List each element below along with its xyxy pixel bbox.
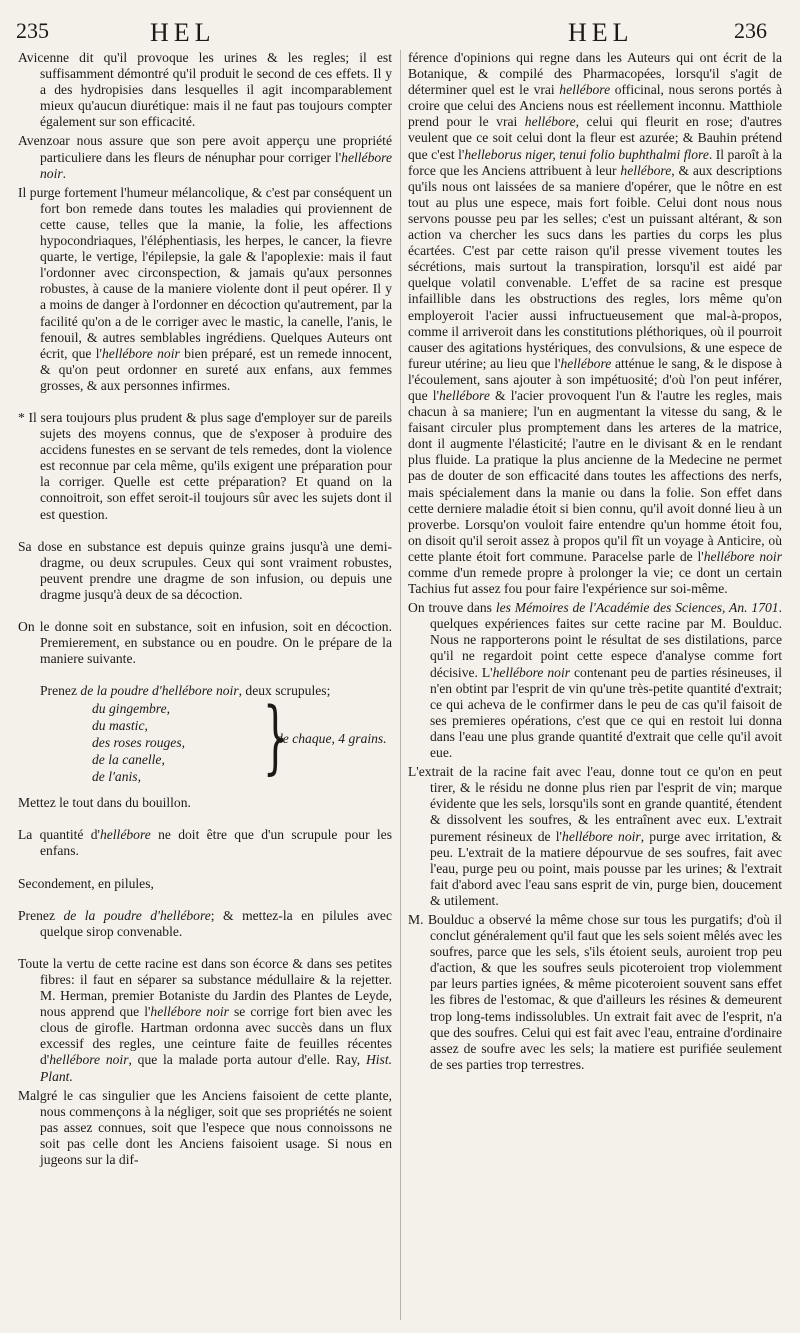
paragraph: L'extrait de la racine fait avec l'eau, donne tout ce qu'on en peut tirer, & le résidu ne donne plus rien par l'esprit de vin; marque évidente que les sels, lorsqu'ils sont en grande quantité, étendent & dissolvent les soufres, & les entraînent avec eux. L'extrait purement résineux de l'hellébore noir, purge avec irritation, & peu. L'extrait de la matiere dépourvue de ses soufres, fait avec l'eau, purge peu ou point, mais pousse par les urines; & l'extrait fait d'abord avec l'eau sans esprit de vin, purge bien, doucement & utilement.	[408, 764, 782, 908]
paragraph: Mettez le tout dans du bouillon.	[18, 795, 191, 811]
paragraph: On le donne soit en substance, soit en infusion, soit en décoction. Premierement, en substance ou en poudre. On le prépare de la maniere suivante.	[18, 619, 392, 667]
recipe-quantity: de chaque, 4 grains.	[276, 731, 387, 747]
paragraph: Secondement, en pilules,	[18, 875, 154, 891]
paragraph: On trouve dans les Mémoires de l'Académie des Sciences, An. 1701. quelques expériences faites sur cette racine par M. Boulduc. Nous ne rapporterons point le résultat de ses distilations, parce qu'il ne regardoit point cette espece d'analyse comme fort décisive. L'hellébore noir contenant peu de parties résineuses, il n'en obtint par l'esprit de vin qu'une très-petite quantité d'extrait; ce qui acheva de le confirmer dans le peu de cas qu'il faisoit de ses premieres opérations, c'est que ce qui en restoit lui donna dans l'eau une plus grande quantité d'extrait que celle qu'il avoit eue.	[408, 600, 782, 761]
paragraph: M. Boulduc a observé la même chose sur tous les purgatifs; d'où il conclut généralement qu'il faut que les sels soient mêlés avec les soufres, parce que les sels, s'ils étoient seuls, auroient trop peu d'action, & que les soufres seuls picoteroient trop violemment par leurs parties ignées, & même picoteroient souvent sans effet les fibres de l'estomac, & que d'ailleurs les résines & demeurent trop long-tems indissolubles. Un extrait fait avec de l'esprit, n'a que des soufres. Celui qui est fait avec l'eau, entraine d'ordinaire assez de soufre avec les sels; la matiere est purifiée seulement de ses parties trop terrestres.	[408, 911, 782, 1072]
right-column	[408, 50, 782, 1320]
paragraph: Avenzoar nous assure que son pere avoit apperçu une propriété particuliere dans les fleurs de nénuphar pour corriger l'hellébore noir.	[18, 133, 392, 181]
brace-icon: }	[262, 690, 289, 784]
paragraph: Prenez de la poudre d'hellébore; & mettez-la en pilules avec quelque sirop convenable.	[18, 907, 392, 939]
ingredient: de l'anis,	[92, 769, 141, 785]
right-page-number: 236	[734, 18, 767, 43]
recipe-first-line: Prenez de la poudre d'hellébore noir, deux scrupules;	[40, 683, 331, 699]
ingredient: du gingembre,	[92, 701, 171, 717]
page-header	[0, 18, 800, 46]
right-running-head: HEL	[568, 18, 634, 47]
paragraph: Toute la vertu de cette racine est dans son écorce & dans ses petites fibres: il faut en séparer sa substance médullaire & la rejetter. M. Herman, premier Botaniste du Jardin des Plantes de Leyde, nous apprend que l'hellébore noir se corrige fort bien avec les clous de girofle. Hartman ordonna avec succès dans un flux excessif des regles, une ceinture faite de feuilles récentes d'hellébore noir, que la malade porta autour d'elle. Ray, Hist. Plant.	[18, 955, 392, 1084]
ingredient: du mastic,	[92, 718, 148, 734]
paragraph: férence d'opinions qui regne dans les Auteurs qui ont écrit de la Botanique, & compilé des Pharmacopées, lorsqu'il s'agit de déterminer quel est le vrai hellébore officinal, nous serons portés à croire que celui des Anciens nous est réellement inconnu. Matthiole prend pour le vrai hellébore, celui qui fleurit en rose; d'autres veulent que ce soit celui dont la fleur est azurée; & Bauhin prétend que c'est l'helleborus niger, tenui folio buphthalmi flore. Il paroît à la force que les Anciens attribuent à leur hellébore, & aux descriptions qu'ils nous ont laissées de sa maniere d'opérer, que le nôtre en est tout au plus une espece, mais fort foible. Celui dont nous nous servons pousse peu par les selles; c'est un puissant altérant, & son action va chercher les sucs dans les parties du corps les plus écartées. C'est par cette raison qu'il presse vivement toutes les sécrétions, mais surtout la transpiration, lorsqu'il est aidé par quelque volatil convenable. L'effet de sa racine est presque infaillible dans les obstructions des regles, lors même qu'on employeroit l'acier aussi infructueusement que mal-à-propos, comme il arriveroit dans les constitutions pléthoriques, où il pourroit causer des agitations hystériques, des convulsions, & une espece de fureur utérine; au lieu que l'hellébore atténue le sang, & le dispose à l'écoulement, sans ajouter à son impétuosité; d'où l'on peut inférer, que l'hellébore & l'acier provoquent l'un & l'autre les regles, mais chacun à sa maniere; l'un en augmentant la vitesse du sang, & le faisant circuler plus promptement dans les arteres de la matrice, dont il augmente l'élasticité; l'autre en le divisant & en le rendant plus fluide. La pratique la plus ancienne de la Medecine ne permet pas de douter de son efficacité dans toutes les affections des nerfs, mais spécialement dans la manie ou dans la folie. Son effet dans cette derniere maladie étoit si bien connu, qu'il avoit donné lieu à un proverbe. Lorsqu'on vouloit faire entendre qu'un homme étoit fou, on disoit qu'il seroit assez à propos qu'il fît un voyage à Anticire, où cette plante étoit fort commune. Paracelse parle de l'hellébore noir comme d'un remede propre à prolonger la vie; ce dont un certain Tachius fut assez fou pour faire l'expérience sur soi-même.	[408, 50, 782, 597]
paragraph: La quantité d'hellébore ne doit être que d'un scrupule pour les enfans.	[18, 827, 392, 859]
paragraph: Sa dose en substance est depuis quinze grains jusqu'à une demi-dragme, ou deux scrupules. Ceux qui sont vraiment robustes, peuvent prendre une dragme de son infusion, ou depuis une dragme jusqu'à deux de sa décoction.	[18, 538, 392, 602]
left-page-number: 235	[16, 18, 49, 43]
paragraph: Malgré le cas singulier que les Anciens faisoient de cette plante, nous commençons à la négliger, soit que ses propriétés ne soient pas assez connues, soit que l'espece que nous connoissons ne soit pas celle dont les Anciens faisoient usage. Si nous en jugeons sur la dif-	[18, 1087, 392, 1167]
left-column	[18, 50, 392, 1320]
recipe-powder	[18, 683, 392, 785]
ingredient: des roses rouges,	[92, 735, 186, 751]
paragraph: Avicenne dit qu'il provoque les urines & les regles; il est suffisamment démontré qu'il produit le second de ces effets. Il y a des hydropisies dans lesquelles il agit incomparablement mieux qu'aucun diurétique: mais il ne faut pas toujours compter également sur son efficacité.	[18, 50, 392, 130]
ingredient: de la canelle,	[92, 752, 165, 768]
recipe-ingredients	[92, 700, 185, 785]
left-running-head: HEL	[150, 18, 216, 47]
footnote-paragraph: * Il sera toujours plus prudent & plus sage d'employer sur de pareils sujets des moyens connus, que de s'exposer à produire des accidens funestes en se servant de tels remedes, dont la violence est reconnue par cela même, qu'ils exigent une préparation pour la corriger. Quelle est cette préparation? Et quand on la connoitroit, son effet seroit-il toujours sûr avec les sujets dont il est question.	[18, 409, 392, 522]
paragraph: Il purge fortement l'humeur mélancolique, & c'est par conséquent un fort bon remede dans toutes les maladies qui proviennent de cette cause, telles que la manie, la folie, les affections hypocondriaques, l'éléphentiasis, les herpes, le cancer, la fievre quarte, le vertige, l'épilepsie, la gale & l'apoplexie: mais il faut l'ordonner avec circonspection, & jamais qu'aux personnes robustes, à cause de la maniere violente dont il peut opérer. Il y a moins de danger à l'ordonner en décoction qu'autrement, par la facilité qu'on a de le corriger avec le mastic, la canelle, l'anis, le fenouil, & autres semblables ingrédiens. Quelques Auteurs ont écrit, que l'hellébore noir bien préparé, est un remede innocent, & qu'on peut ordonner en sureté aux enfans, aux femmes grosses, & aux personnes infirmes.	[18, 184, 392, 393]
column-divider	[400, 50, 401, 1320]
